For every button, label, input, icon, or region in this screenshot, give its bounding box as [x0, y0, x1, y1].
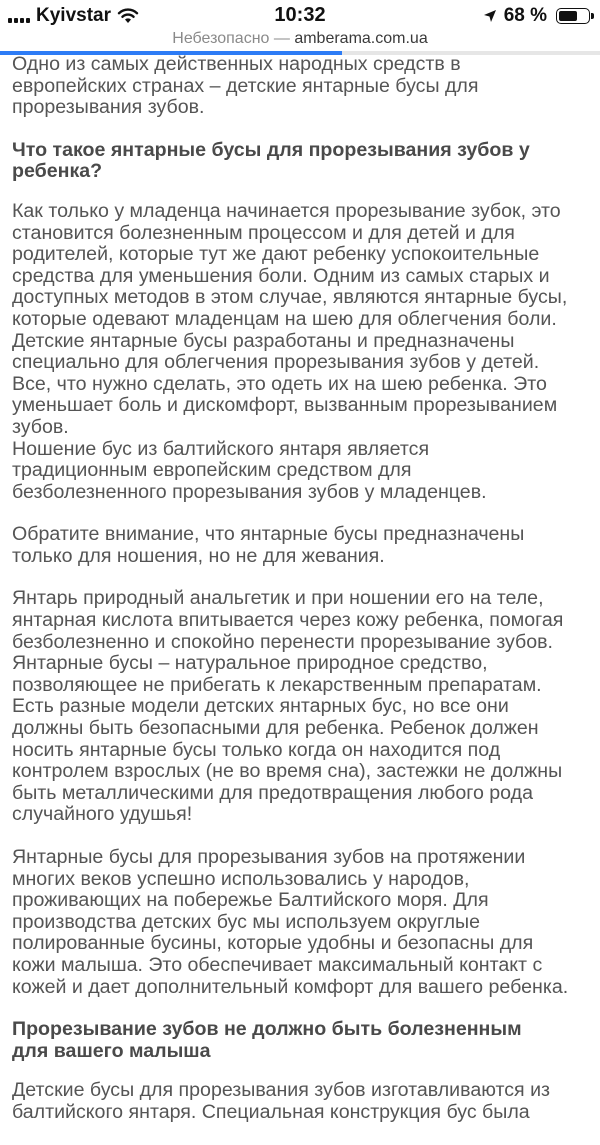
paragraph-amber-analgesic: Янтарь природный анальгетик и при ношении его на теле, янтарная кислота впитывается через кожу ребенка, помогая безболезненно и спокойно перенести прорезывание зубов. Янтарные бусы – натуральное природное средство, позволяющее не прибегать к лекарственным препаратам. Есть разные модели детских янтарных бус, но все они должны быть безопасными для ребенка. Ребенок должен носить янтарные бусы только когда он находится под контролем взрослых (не во время сна), застежки не должны быть металлическими для предотвращения любого рода случайного удушья! — [12, 587, 564, 826]
address-bar[interactable] — [0, 30, 600, 50]
status-right-group — [483, 5, 590, 27]
clock: 10:32 — [274, 4, 326, 26]
intro-paragraph: Одно из самых действенных народных средств в европейских странах – детские янтарные бусы для прорезывания зубов. — [12, 53, 479, 119]
paragraph-teething-process: Как только у младенца начинается прорезывание зубок, это становится болезненным процессом и для детей и для родителей, которые тут же дают ребенку успокоительные средства для уменьшения боли. Одним из самых старых и доступных методов в этом случае, являются янтарные бусы, которые одевают младенцам на шею для облегчения боли. Детские янтарные бусы разработаны и предназначены специально для облегчения прорезывания зубов у детей. Все, что нужно сделать, это одеть их на шею ребенка. Это уменьшает боль и дискомфорт, вызванным прорезыванием зубов. Ношение бус из балтийского янтаря является традиционным европейским средством для безболезненного прорезывания зубов у младенцев. — [12, 199, 568, 503]
battery-icon — [556, 8, 590, 24]
article-content — [12, 54, 600, 1145]
paragraph-baltic-tradition: Янтарные бусы для прорезывания зубов на протяжении многих веков успешно использовались у народов, проживающих на побережье Балтийского моря. Для производства детских бус мы используем округлые полированные бусины, которые удобны и безопасны для кожи малыша. Это обеспечивает максимальный контакт с кожей и дает дополнительный комфорт для вашего ребенка. — [12, 846, 569, 998]
section-heading-painless-teething: Прорезывание зубов не должно быть болезненным для вашего малыша — [12, 1018, 522, 1062]
paragraph-attention-note: Обратите внимание, что янтарные бусы предназначены только для ношения, но не для жевания. — [12, 523, 525, 567]
location-arrow-icon — [483, 9, 497, 23]
battery-percent: 68 % — [503, 5, 547, 26]
section-heading-what-are-beads: Что такое янтарные бусы для прорезывания зубов у ребенка? — [12, 138, 530, 183]
insecure-warning: Небезопасно — — [172, 30, 290, 47]
paragraph-baltic-amber: Детские бусы для прорезывания зубов изготавливаются из балтийского янтаря. Специальная конструкция бус была — [12, 1079, 551, 1123]
status-bar — [0, 0, 600, 30]
carrier-name: Kyivstar — [36, 5, 111, 26]
url-domain: amberama.com.ua — [294, 30, 428, 47]
battery-level — [559, 11, 577, 21]
